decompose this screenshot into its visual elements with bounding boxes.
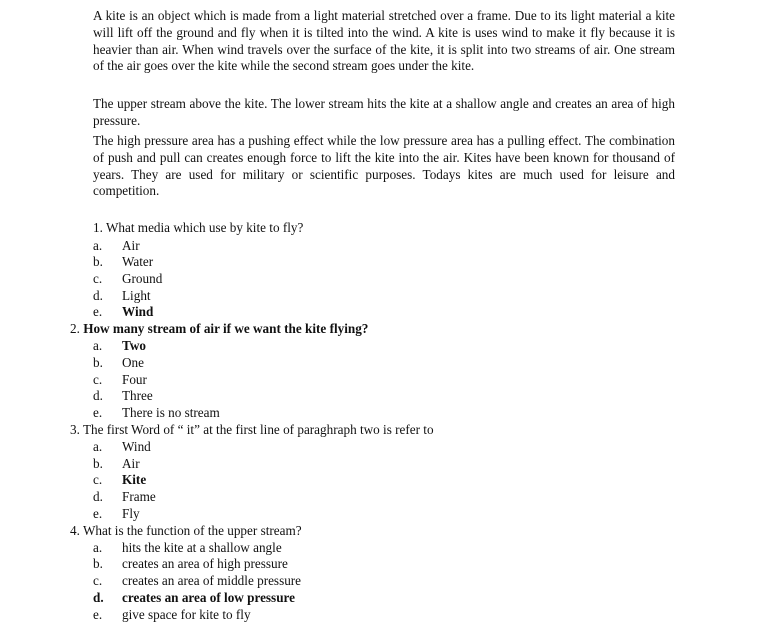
question-number: 4. — [70, 523, 80, 538]
option-text: Air — [122, 456, 140, 471]
option-text: Wind — [122, 439, 151, 454]
option-text: Air — [122, 238, 140, 253]
option-letter: d. — [93, 590, 104, 605]
option-letter: b. — [93, 355, 103, 370]
option-letter: e. — [93, 405, 103, 420]
option-letter: c. — [93, 472, 103, 487]
question-number: 3. — [70, 422, 80, 437]
question-3 — [70, 422, 434, 439]
passage-paragraph-2: The upper stream above the kite. The lower stream hits the kite at a shallow angle and creates an area of high pressure. — [93, 96, 675, 128]
option-text: hits the kite at a shallow angle — [122, 540, 282, 555]
passage-paragraph-1: A kite is an object which is made from a light material stretched over a frame. Due to its light material a kite will lift off the ground and fly when it is tilted into the wind. A kite is uses wind to make it fly because it is heavier than air. When wind travels over the surface of the kite, it is split into two streams of air. One stream of the air goes over the kite while the second stream goes under the kite. — [93, 8, 675, 74]
option-letter: d. — [93, 388, 103, 403]
option-letter: e. — [93, 607, 103, 622]
option-text: Three — [122, 388, 153, 403]
option-text: Fly — [122, 506, 140, 521]
question-number: 2. — [70, 321, 80, 336]
option-letter: c. — [93, 573, 103, 588]
option-letter: c. — [93, 372, 103, 387]
option-letter: a. — [93, 439, 103, 454]
question-text: The first Word of “ it” at the first line of paraghraph two is refer to — [82, 422, 434, 437]
option-letter: b. — [93, 456, 103, 471]
option-text: One — [122, 355, 144, 370]
option-text: Ground — [122, 271, 163, 286]
option-text: creates an area of high pressure — [122, 556, 288, 571]
option-text-answer: Kite — [122, 472, 147, 487]
option-text: Frame — [122, 489, 156, 504]
option-letter: a. — [93, 338, 103, 353]
option-text-answer: Wind — [122, 304, 154, 319]
option-text: There is no stream — [122, 405, 220, 420]
option-letter: a. — [93, 540, 103, 555]
question-text: What is the function of the upper stream? — [82, 523, 302, 538]
option-text-answer: Two — [122, 338, 146, 353]
option-text: creates an area of middle pressure — [122, 573, 302, 588]
question-text: What media which use by kite to fly? — [105, 220, 304, 235]
option-letter: b. — [93, 556, 103, 571]
option-letter: d. — [93, 288, 103, 303]
option-text: Four — [122, 372, 147, 387]
option-text-answer: creates an area of low pressure — [122, 590, 295, 605]
option-letter: c. — [93, 271, 103, 286]
option-letter: d. — [93, 489, 103, 504]
option-letter: e. — [93, 506, 103, 521]
question-number: 1. — [93, 220, 103, 235]
option-letter: e. — [93, 304, 103, 319]
option-letter: a. — [93, 238, 103, 253]
option-letter: b. — [93, 254, 103, 269]
question-1 — [93, 220, 303, 237]
option-text: give space for kite to fly — [122, 607, 251, 622]
question-text: How many stream of air if we want the kite flying? — [83, 321, 369, 336]
question-4 — [70, 523, 302, 540]
option-text: Light — [122, 288, 151, 303]
question-2 — [70, 321, 368, 338]
passage-paragraph-3: The high pressure area has a pushing effect while the low pressure area has a pulling effect. The combination of push and pull can creates enough force to lift the kite into the air. Kites have been known for thousand of years. They are used for military or scientific purposes. Todays kites are much used for leisure and competition. — [93, 133, 675, 199]
option-text: Water — [122, 254, 154, 269]
